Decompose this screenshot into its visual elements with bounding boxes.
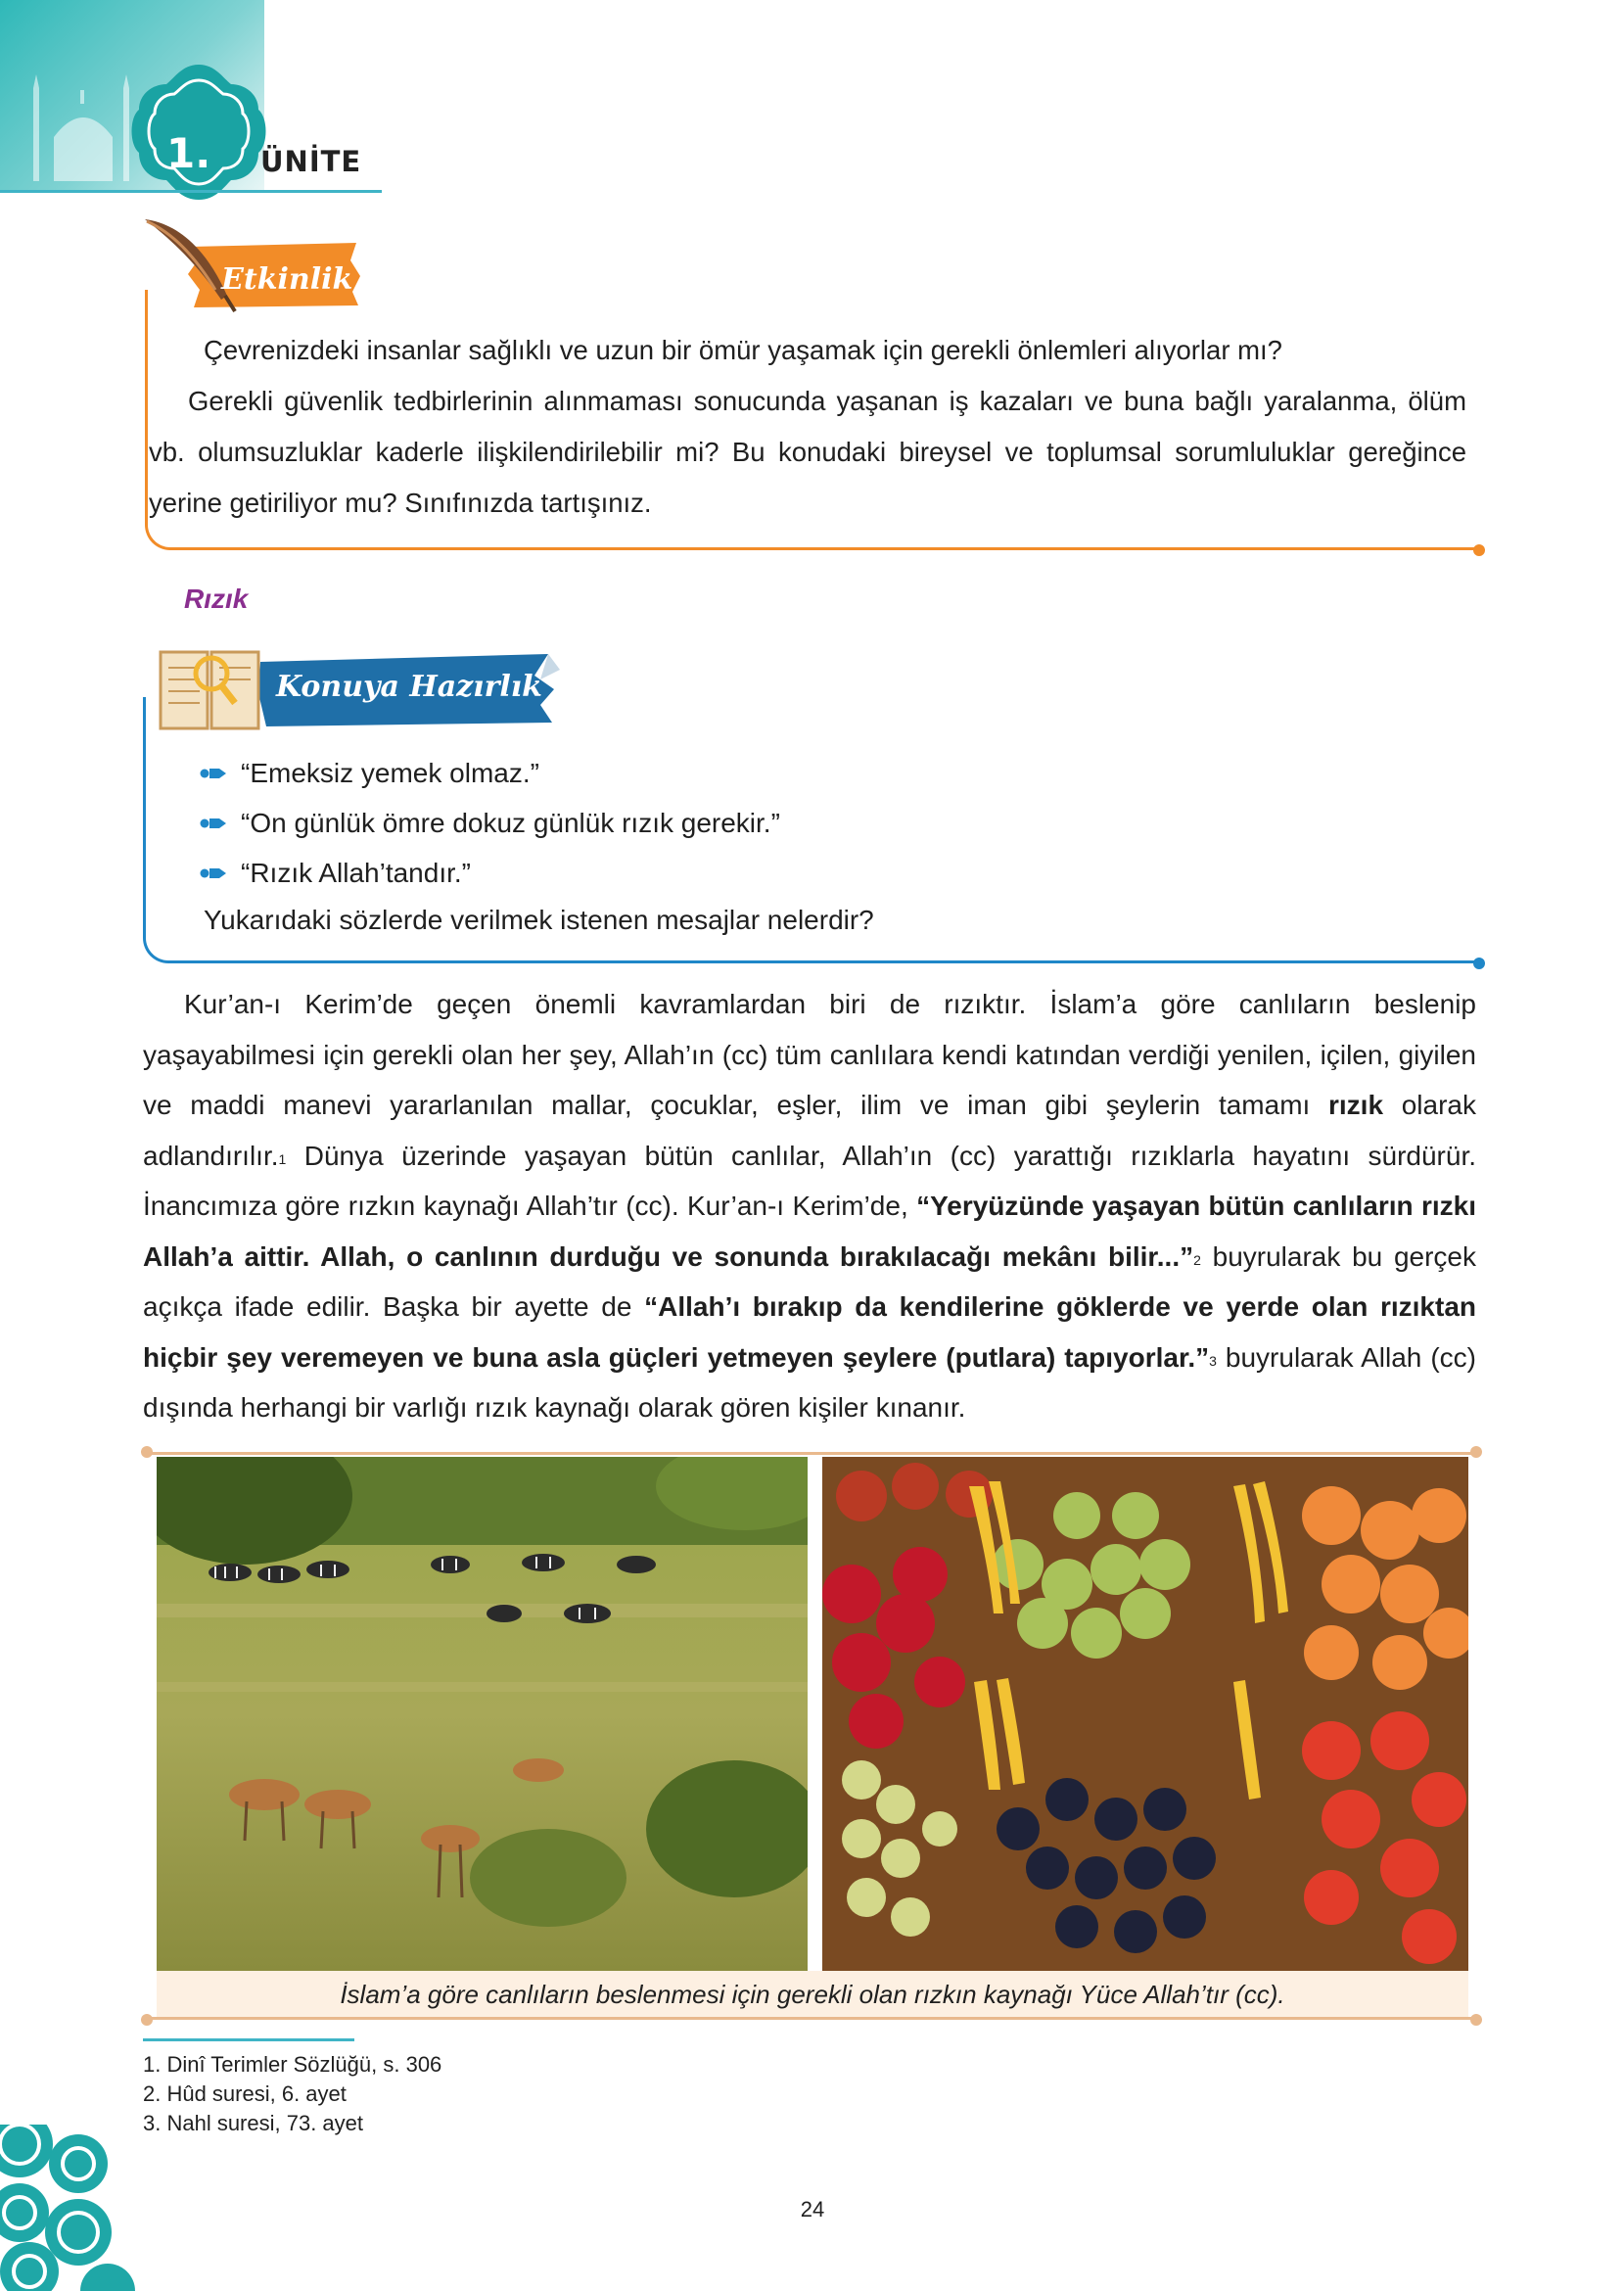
activity-text: [149, 325, 1466, 529]
footnote-ref[interactable]: 3: [1209, 1352, 1217, 1369]
footnote-list: [143, 2050, 441, 2138]
footnote: 3. Nahl suresi, 73. ayet: [143, 2111, 364, 2135]
activity-paragraph: Çevrenizdeki insanlar sağlıklı ve uzun bir ömür yaşamak için gerekli önlemleri alıyorlar mı?: [204, 335, 1282, 365]
frame-dot: [141, 1446, 153, 1458]
corner-ornament-icon: [0, 2125, 166, 2291]
verse-quote: “Allah’ı bırakıp da kendilerine göklerde ve yerde olan rızıktan hiçbir şey veremeyen ve buna asla güçleri yetmeyen şeylere (putlara) tapıyorlar.”: [143, 1291, 1476, 1373]
activity-box-end-dot: [1473, 544, 1485, 556]
footnote: 1. Dinî Terimler Sözlüğü, s. 306: [143, 2052, 442, 2077]
preparation-question: Yukarıdaki sözlerde verilmek istenen mesajlar nelerdir?: [204, 905, 874, 935]
book-icon: [157, 644, 262, 734]
text-segment: olarak adlandırılır.: [143, 1090, 1476, 1171]
frame-dot: [1470, 1446, 1482, 1458]
text-segment: buyrularak bu gerçek açıkça ifade edilir. Başka bir ayette de: [143, 1240, 1476, 1322]
activity-paragraph: Gerekli güvenlik tedbirlerinin alınmaması sonucunda yaşanan iş kazaları ve buna bağlı yaralanma, ölüm vb. olumsuzluklar kaderle ilişkilendirilebilir mi? Bu konudaki bireysel ve toplumsal sorumluluklar gereğince yerine getiriliyor mu? Sınıfınızda tartışınız.: [149, 386, 1466, 518]
proverb-text: “Emeksiz yemek olmaz.”: [241, 758, 539, 788]
footnote: 2. Hûd suresi, 6. ayet: [143, 2081, 347, 2106]
activity-title: Etkinlik: [221, 262, 353, 297]
arrow-bullet-icon: [200, 816, 227, 831]
main-paragraph: [143, 979, 1476, 1433]
section-title: Rızık: [184, 584, 249, 614]
fruit-market-photo: [822, 1457, 1468, 1971]
footnote-ref[interactable]: 1: [278, 1150, 287, 1167]
arrow-bullet-icon: [200, 865, 227, 881]
mosque-icon: [29, 69, 137, 181]
footnote-ref[interactable]: 2: [1193, 1251, 1201, 1268]
arrow-bullet-icon: [200, 766, 227, 781]
text-segment: Kur’an-ı Kerim’de geçen önemli kavramlardan biri de rızıktır. İslam’a göre canlıların beslenip yaşayabilmesi için gerekli olan her şey, Allah’ın (cc) tüm canlılara kendi katından verdiği yenilen, içilen, giyilen ve maddi manevi yararlanılan mallar, çocuklar, eşler, ilim ve iman gibi şeylerin tamamı: [143, 989, 1476, 1120]
verse-quote: “Yeryüzünde yaşayan bütün canlıların rızkı Allah’a aittir. Allah, o canlının durduğu ve sonunda bırakılacağı mekânı bilir...”: [143, 1191, 1477, 1272]
footnote-divider: [143, 2038, 354, 2041]
unit-label: ÜNİTE: [260, 145, 362, 178]
page-number: 24: [800, 2197, 825, 2221]
bold-term: rızık: [1328, 1090, 1384, 1120]
preparation-box-end-dot: [1473, 958, 1485, 969]
list-item: [200, 748, 780, 798]
unit-number: 1.: [166, 129, 211, 177]
proverb-text: “On günlük ömre dokuz günlük rızık gerekir.”: [241, 808, 780, 838]
proverb-text: “Rızık Allah’tandır.”: [241, 858, 471, 888]
list-item: [200, 798, 780, 848]
text-segment: Dünya üzerinde yaşayan bütün canlılar, Allah’ın (cc) yarattığı rızıklarla hayatını sürdürür. İnancımıza göre rızkın kaynağı Allah’tır (cc). Kur’an-ı Kerim’de,: [143, 1140, 1476, 1221]
proverb-list: [200, 748, 780, 898]
text-segment: buyrularak Allah (cc) dışında herhangi bir varlığı rızık kaynağı olarak gören kişiler kınanır.: [143, 1341, 1477, 1423]
frame-dot: [1470, 2014, 1482, 2026]
frame-dot: [141, 2014, 153, 2026]
preparation-title: Konuya Hazırlık: [276, 670, 542, 704]
savanna-animals-photo: [157, 1457, 808, 1971]
figure-caption: İslam’a göre canlıların beslenmesi için gerekli olan rızkın kaynağı Yüce Allah’tır (cc).: [340, 1980, 1285, 2009]
header-divider: [0, 190, 382, 193]
list-item: [200, 848, 780, 898]
